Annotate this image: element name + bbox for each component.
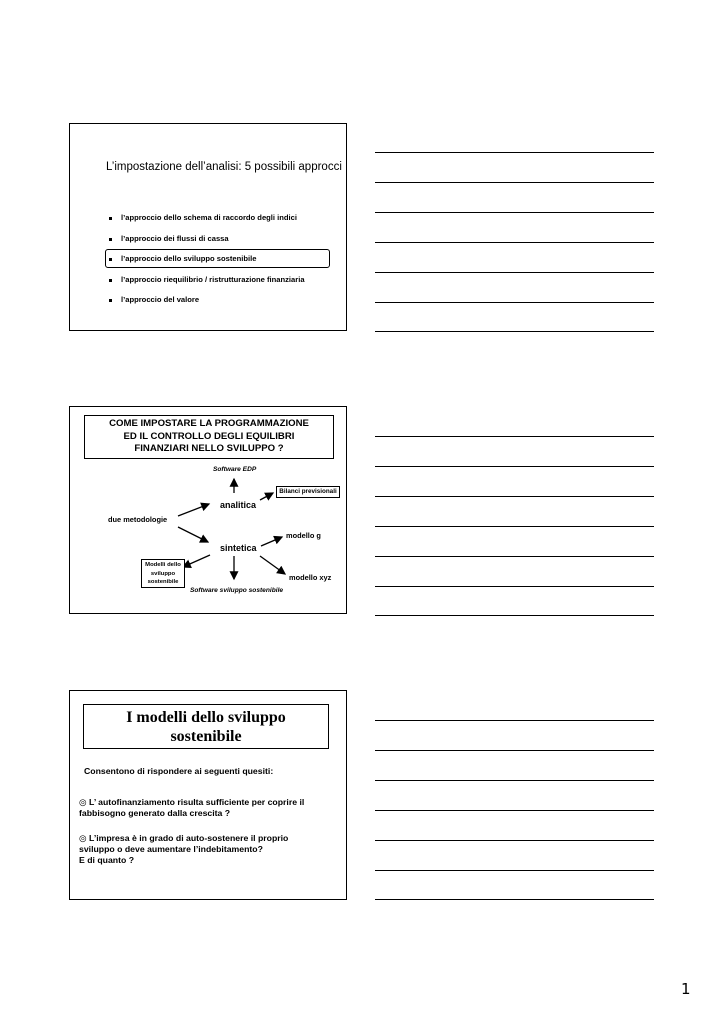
- due-metodologie-label: due metodologie: [108, 515, 168, 524]
- slide-modelli-sviluppo: [69, 690, 347, 900]
- slide3-intro: Consentono di rispondere ai seguenti quesiti:: [84, 766, 274, 776]
- list-item: l’approccio riequilibrio / ristrutturazione finanziaria: [108, 275, 305, 296]
- notes-line: [375, 840, 654, 841]
- notes-line: [375, 152, 654, 153]
- notes-line: [375, 331, 654, 332]
- notes-line: [375, 466, 654, 467]
- notes-line: [375, 586, 654, 587]
- notes-line: [375, 436, 654, 437]
- list-item: l’approccio dello sviluppo sostenibile: [108, 254, 305, 275]
- notes-line: [375, 870, 654, 871]
- question-line: fabbisogno generato dalla crescita ?: [79, 808, 231, 818]
- list-item: l’approccio dello schema di raccordo degli indici: [108, 213, 305, 234]
- question-line: sviluppo o deve aumentare l’indebitamento?: [79, 844, 263, 854]
- software-edp-label: Software EDP: [213, 466, 257, 473]
- notes-line: [375, 242, 654, 243]
- slide1-title: L’impostazione dell’analisi: 5 possibili approcci: [106, 161, 342, 173]
- notes-line: [375, 780, 654, 781]
- slide3-title: [83, 704, 329, 749]
- modelli-line: Modelli dello: [145, 562, 181, 568]
- notes-line: [375, 810, 654, 811]
- arrow-to-modelli: [183, 555, 210, 567]
- modelli-box: [141, 559, 185, 588]
- list-item: l’approccio dei flussi di cassa: [108, 234, 305, 255]
- question-2: [79, 833, 288, 866]
- modelli-line: sviluppo: [150, 570, 176, 577]
- question-line: ◎ L’impresa è in grado di auto-sostenere il proprio: [79, 833, 289, 843]
- list-item: l’approccio del valore: [108, 295, 305, 316]
- notes-line: [375, 496, 654, 497]
- approach-list: [108, 213, 305, 316]
- slide2-title-line: ED IL CONTROLLO DEGLI EQUILIBRI: [123, 430, 295, 442]
- notes-line: [375, 526, 654, 527]
- software-sviluppo-label: Software sviluppo sostenibile: [190, 587, 284, 594]
- notes-line: [375, 720, 654, 721]
- arrow-to-modello-g: [261, 537, 282, 546]
- modello-g-label: modello g: [286, 531, 321, 540]
- sintetica-label: sintetica: [220, 543, 257, 553]
- analitica-label: analitica: [220, 500, 257, 510]
- notes-line: [375, 899, 654, 900]
- slide2-title-line: COME IMPOSTARE LA PROGRAMMAZIONE: [109, 418, 309, 429]
- slide-approcci: [69, 123, 347, 331]
- diagram-arrows: [70, 407, 348, 615]
- question-line: E di quanto ?: [79, 855, 135, 865]
- question-line: ◎ L’ autofinanziamento risulta sufficiente per coprire il: [79, 797, 305, 807]
- arrow-to-bilanci: [260, 493, 273, 500]
- notes-line: [375, 302, 654, 303]
- arrow-to-sintetica: [178, 527, 208, 542]
- arrow-to-modello-xyz: [260, 556, 285, 574]
- bilanci-label: Bilanci previsionali: [279, 488, 337, 495]
- arrow-to-analitica: [178, 504, 209, 516]
- notes-line: [375, 272, 654, 273]
- notes-line: [375, 615, 654, 616]
- question-1: [79, 797, 304, 819]
- modello-xyz-label: modello xyz: [289, 573, 332, 582]
- bilanci-box: [276, 486, 340, 498]
- notes-line: [375, 556, 654, 557]
- notes-line: [375, 182, 654, 183]
- notes-line: [375, 212, 654, 213]
- slide2-title-line: FINANZIARI NELLO SVILUPPO ?: [134, 443, 284, 455]
- modelli-line: sostenibile: [147, 579, 179, 585]
- page-number: 1: [681, 980, 691, 998]
- slide3-title-line: sostenibile: [170, 728, 242, 745]
- slide3-title-line: I modelli dello sviluppo: [126, 709, 286, 726]
- notes-line: [375, 750, 654, 751]
- slide-programmazione: [69, 406, 347, 614]
